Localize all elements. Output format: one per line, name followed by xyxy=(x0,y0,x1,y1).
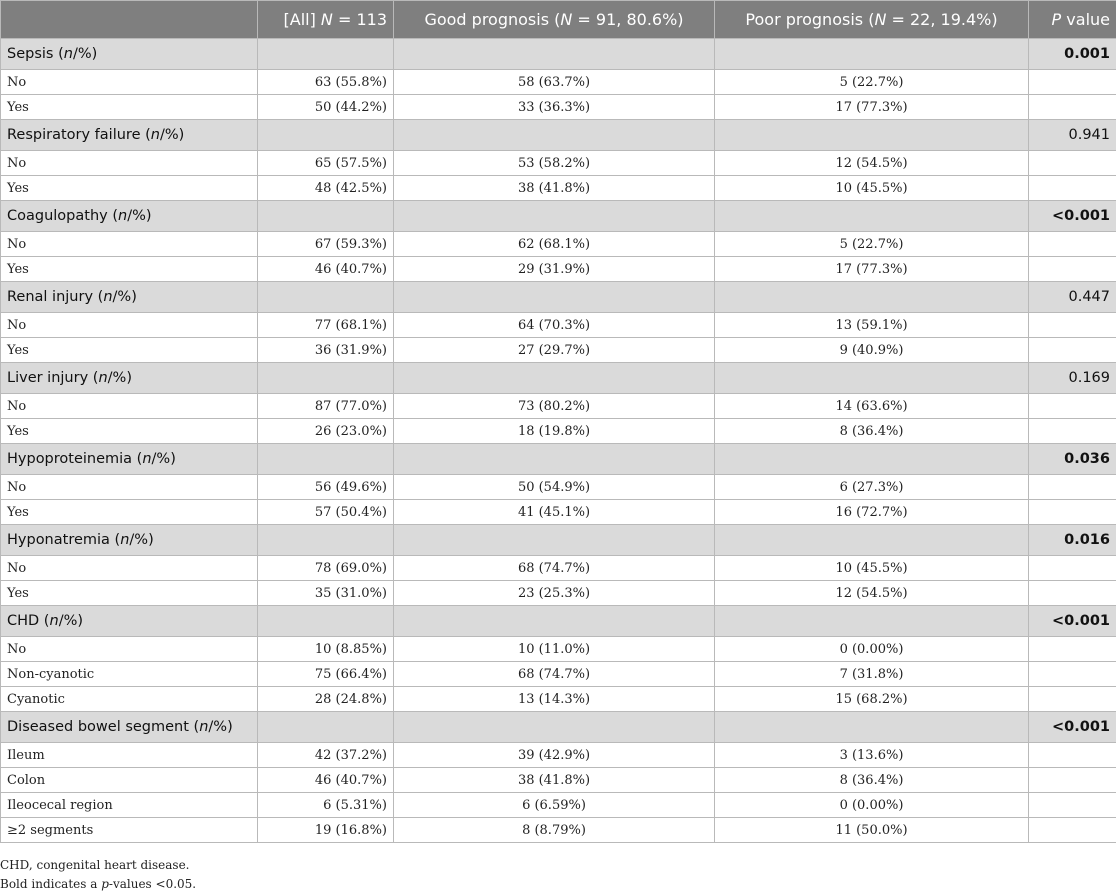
table-row xyxy=(1,581,1116,606)
row-label: ≥2 segments xyxy=(1,818,258,843)
section-label-cell: CHD (n/%) xyxy=(1,606,258,637)
empty-cell xyxy=(258,201,394,232)
section-label: Diseased bowel segment xyxy=(7,719,189,735)
footnote-abbreviation: CHD, congenital heart disease. xyxy=(0,858,190,872)
row-label: Non-cyanotic xyxy=(1,662,258,687)
row-label: Yes xyxy=(1,257,258,282)
poor-value: 17 (77.3%) xyxy=(715,95,1029,120)
empty-cell xyxy=(394,606,715,637)
section-label-cell: Renal injury (n/%) xyxy=(1,282,258,313)
poor-value: 7 (31.8%) xyxy=(715,662,1029,687)
table-row xyxy=(1,500,1116,525)
good-value: 50 (54.9%) xyxy=(394,475,715,500)
header-row xyxy=(1,1,1116,39)
table-row xyxy=(1,257,1116,282)
empty-cell xyxy=(1029,257,1116,282)
section-label: Liver injury xyxy=(7,370,89,386)
good-value: 62 (68.1%) xyxy=(394,232,715,257)
section-row xyxy=(1,444,1116,475)
empty-cell xyxy=(1029,176,1116,201)
good-value: 41 (45.1%) xyxy=(394,500,715,525)
row-label: No xyxy=(1,394,258,419)
good-value: 73 (80.2%) xyxy=(394,394,715,419)
all-value: 77 (68.1%) xyxy=(258,313,394,338)
good-value: 38 (41.8%) xyxy=(394,176,715,201)
good-value: 68 (74.7%) xyxy=(394,556,715,581)
row-label: No xyxy=(1,556,258,581)
header-all-prefix: [All] xyxy=(283,10,321,29)
good-value: 39 (42.9%) xyxy=(394,743,715,768)
table-row xyxy=(1,743,1116,768)
empty-cell xyxy=(715,120,1029,151)
section-label-cell: Respiratory failure (n/%) xyxy=(1,120,258,151)
good-value: 53 (58.2%) xyxy=(394,151,715,176)
good-value: 23 (25.3%) xyxy=(394,581,715,606)
header-good-suffix: = 91, 80.6%) xyxy=(572,10,684,29)
table-row xyxy=(1,338,1116,363)
empty-cell xyxy=(715,525,1029,556)
empty-cell xyxy=(1029,70,1116,95)
p-value-cell: 0.036 xyxy=(1029,444,1116,475)
section-unit-suffix: /% xyxy=(151,451,171,467)
row-label: No xyxy=(1,151,258,176)
all-value: 63 (55.8%) xyxy=(258,70,394,95)
header-p-symbol: P xyxy=(1051,10,1062,29)
poor-value: 11 (50.0%) xyxy=(715,818,1029,843)
header-poor xyxy=(715,1,1029,39)
row-label: Yes xyxy=(1,338,258,363)
section-row xyxy=(1,120,1116,151)
empty-cell xyxy=(394,201,715,232)
all-value: 50 (44.2%) xyxy=(258,95,394,120)
section-label: Sepsis xyxy=(7,46,54,62)
section-unit-suffix: /% xyxy=(208,719,228,735)
poor-value: 8 (36.4%) xyxy=(715,768,1029,793)
section-row xyxy=(1,39,1116,70)
poor-value: 14 (63.6%) xyxy=(715,394,1029,419)
all-value: 46 (40.7%) xyxy=(258,257,394,282)
poor-value: 0 (0.00%) xyxy=(715,637,1029,662)
good-value: 38 (41.8%) xyxy=(394,768,715,793)
poor-value: 16 (72.7%) xyxy=(715,500,1029,525)
empty-cell xyxy=(394,363,715,394)
table-row xyxy=(1,768,1116,793)
section-unit-suffix: /% xyxy=(127,208,146,224)
table-row xyxy=(1,687,1116,712)
row-label: No xyxy=(1,637,258,662)
empty-cell xyxy=(1029,475,1116,500)
section-row xyxy=(1,282,1116,313)
all-value: 36 (31.9%) xyxy=(258,338,394,363)
table-row xyxy=(1,419,1116,444)
all-value: 56 (49.6%) xyxy=(258,475,394,500)
empty-cell xyxy=(394,39,715,70)
header-p-suffix: value xyxy=(1061,10,1110,29)
footnote-bold-symbol: p xyxy=(101,877,109,891)
table-row xyxy=(1,232,1116,257)
section-label: Renal injury xyxy=(7,289,94,305)
empty-cell xyxy=(715,282,1029,313)
good-value: 33 (36.3%) xyxy=(394,95,715,120)
header-all-n-symbol: N xyxy=(320,10,333,29)
section-row xyxy=(1,363,1116,394)
row-label: Yes xyxy=(1,581,258,606)
row-label: Ileum xyxy=(1,743,258,768)
poor-value: 17 (77.3%) xyxy=(715,257,1029,282)
section-label-cell: Hyponatremia (n/%) xyxy=(1,525,258,556)
empty-cell xyxy=(1029,151,1116,176)
empty-cell xyxy=(1029,637,1116,662)
row-label: Ileocecal region xyxy=(1,793,258,818)
empty-cell xyxy=(715,712,1029,743)
section-label-cell: Liver injury (n/%) xyxy=(1,363,258,394)
empty-cell xyxy=(258,39,394,70)
empty-cell xyxy=(1029,687,1116,712)
section-label: CHD xyxy=(7,613,40,629)
empty-cell xyxy=(394,525,715,556)
footnote-bold-suffix: -values <0.05. xyxy=(108,877,197,891)
row-label: Yes xyxy=(1,95,258,120)
section-unit-suffix: /% xyxy=(72,46,92,62)
section-unit-symbol: n xyxy=(118,208,128,224)
poor-value: 5 (22.7%) xyxy=(715,70,1029,95)
empty-cell xyxy=(1029,581,1116,606)
good-value: 27 (29.7%) xyxy=(394,338,715,363)
p-value-cell: <0.001 xyxy=(1029,606,1116,637)
empty-cell xyxy=(715,444,1029,475)
section-label-cell: Sepsis (n/%) xyxy=(1,39,258,70)
empty-cell xyxy=(258,363,394,394)
row-label: No xyxy=(1,232,258,257)
empty-cell xyxy=(1029,338,1116,363)
empty-cell xyxy=(394,444,715,475)
header-poor-n-symbol: N xyxy=(874,10,887,29)
poor-value: 0 (0.00%) xyxy=(715,793,1029,818)
all-value: 57 (50.4%) xyxy=(258,500,394,525)
poor-value: 10 (45.5%) xyxy=(715,176,1029,201)
row-label: Yes xyxy=(1,500,258,525)
empty-cell xyxy=(715,39,1029,70)
header-good-prefix: Good prognosis ( xyxy=(424,10,561,29)
empty-cell xyxy=(258,525,394,556)
all-value: 26 (23.0%) xyxy=(258,419,394,444)
row-label: Colon xyxy=(1,768,258,793)
table-row xyxy=(1,475,1116,500)
section-label: Hypoproteinemia xyxy=(7,451,133,467)
section-label-cell: Diseased bowel segment (n/%) xyxy=(1,712,258,743)
section-unit-symbol: n xyxy=(142,451,152,467)
empty-cell xyxy=(715,363,1029,394)
good-value: 13 (14.3%) xyxy=(394,687,715,712)
header-good-n-symbol: N xyxy=(560,10,573,29)
p-value-cell: 0.016 xyxy=(1029,525,1116,556)
section-label: Coagulopathy xyxy=(7,208,108,224)
empty-cell xyxy=(1029,95,1116,120)
all-value: 42 (37.2%) xyxy=(258,743,394,768)
row-label: No xyxy=(1,70,258,95)
poor-value: 13 (59.1%) xyxy=(715,313,1029,338)
empty-cell xyxy=(394,712,715,743)
empty-cell xyxy=(258,282,394,313)
header-all-n-value: = 113 xyxy=(332,10,387,29)
row-label: Yes xyxy=(1,419,258,444)
section-unit-symbol: n xyxy=(103,289,113,305)
section-row xyxy=(1,712,1116,743)
good-value: 8 (8.79%) xyxy=(394,818,715,843)
good-value: 29 (31.9%) xyxy=(394,257,715,282)
empty-cell xyxy=(258,444,394,475)
row-label: No xyxy=(1,313,258,338)
good-value: 10 (11.0%) xyxy=(394,637,715,662)
good-value: 6 (6.59%) xyxy=(394,793,715,818)
good-value: 68 (74.7%) xyxy=(394,662,715,687)
table-row xyxy=(1,176,1116,201)
poor-value: 10 (45.5%) xyxy=(715,556,1029,581)
section-unit-symbol: n xyxy=(98,370,108,386)
all-value: 67 (59.3%) xyxy=(258,232,394,257)
section-label: Hyponatremia xyxy=(7,532,110,548)
empty-cell xyxy=(258,120,394,151)
header-variable xyxy=(1,1,258,39)
empty-cell xyxy=(1029,793,1116,818)
section-row xyxy=(1,606,1116,637)
section-row xyxy=(1,525,1116,556)
poor-value: 8 (36.4%) xyxy=(715,419,1029,444)
empty-cell xyxy=(394,120,715,151)
table-row xyxy=(1,95,1116,120)
empty-cell xyxy=(715,606,1029,637)
all-value: 78 (69.0%) xyxy=(258,556,394,581)
good-value: 18 (19.8%) xyxy=(394,419,715,444)
table-row xyxy=(1,637,1116,662)
empty-cell xyxy=(1029,419,1116,444)
p-value-cell: 0.447 xyxy=(1029,282,1116,313)
section-unit-symbol: n xyxy=(199,719,209,735)
all-value: 48 (42.5%) xyxy=(258,176,394,201)
p-value-cell: <0.001 xyxy=(1029,712,1116,743)
poor-value: 15 (68.2%) xyxy=(715,687,1029,712)
poor-value: 12 (54.5%) xyxy=(715,151,1029,176)
row-label: No xyxy=(1,475,258,500)
all-value: 6 (5.31%) xyxy=(258,793,394,818)
empty-cell xyxy=(1029,768,1116,793)
section-unit-symbol: n xyxy=(63,46,73,62)
header-p-value xyxy=(1029,1,1116,39)
p-value-cell: 0.941 xyxy=(1029,120,1116,151)
table-row xyxy=(1,793,1116,818)
section-row xyxy=(1,201,1116,232)
all-value: 28 (24.8%) xyxy=(258,687,394,712)
row-label: Cyanotic xyxy=(1,687,258,712)
section-unit-symbol: n xyxy=(150,127,160,143)
all-value: 65 (57.5%) xyxy=(258,151,394,176)
all-value: 46 (40.7%) xyxy=(258,768,394,793)
empty-cell xyxy=(258,712,394,743)
header-poor-prefix: Poor prognosis ( xyxy=(745,10,875,29)
table-row xyxy=(1,151,1116,176)
empty-cell xyxy=(1029,394,1116,419)
header-poor-suffix: = 22, 19.4%) xyxy=(886,10,998,29)
section-label: Respiratory failure xyxy=(7,127,141,143)
table-footnotes xyxy=(0,856,196,894)
poor-value: 6 (27.3%) xyxy=(715,475,1029,500)
row-label: Yes xyxy=(1,176,258,201)
empty-cell xyxy=(1029,818,1116,843)
table-row xyxy=(1,313,1116,338)
p-value-cell: 0.001 xyxy=(1029,39,1116,70)
p-value-cell: 0.169 xyxy=(1029,363,1116,394)
table-row xyxy=(1,818,1116,843)
empty-cell xyxy=(1029,743,1116,768)
section-unit-suffix: /% xyxy=(107,370,127,386)
empty-cell xyxy=(1029,232,1116,257)
table-row xyxy=(1,662,1116,687)
all-value: 19 (16.8%) xyxy=(258,818,394,843)
section-label-cell: Hypoproteinemia (n/%) xyxy=(1,444,258,475)
empty-cell xyxy=(1029,500,1116,525)
poor-value: 9 (40.9%) xyxy=(715,338,1029,363)
good-value: 58 (63.7%) xyxy=(394,70,715,95)
empty-cell xyxy=(1029,556,1116,581)
empty-cell xyxy=(1029,313,1116,338)
header-good xyxy=(394,1,715,39)
footnote-bold xyxy=(0,875,196,894)
all-value: 87 (77.0%) xyxy=(258,394,394,419)
all-value: 35 (31.0%) xyxy=(258,581,394,606)
all-value: 10 (8.85%) xyxy=(258,637,394,662)
p-value-cell: <0.001 xyxy=(1029,201,1116,232)
section-unit-suffix: /% xyxy=(58,613,78,629)
empty-cell xyxy=(394,282,715,313)
poor-value: 5 (22.7%) xyxy=(715,232,1029,257)
section-unit-suffix: /% xyxy=(129,532,149,548)
empty-cell xyxy=(1029,662,1116,687)
header-all xyxy=(258,1,394,39)
table-body xyxy=(1,39,1116,843)
section-unit-symbol: n xyxy=(120,532,130,548)
table-row xyxy=(1,70,1116,95)
empty-cell xyxy=(715,201,1029,232)
section-label-cell: Coagulopathy (n/%) xyxy=(1,201,258,232)
empty-cell xyxy=(258,606,394,637)
footnote-bold-prefix: Bold indicates a xyxy=(0,877,102,891)
poor-value: 3 (13.6%) xyxy=(715,743,1029,768)
table-row xyxy=(1,394,1116,419)
section-unit-suffix: /% xyxy=(112,289,132,305)
good-value: 64 (70.3%) xyxy=(394,313,715,338)
section-unit-symbol: n xyxy=(49,613,59,629)
table-row xyxy=(1,556,1116,581)
section-unit-suffix: /% xyxy=(159,127,179,143)
poor-value: 12 (54.5%) xyxy=(715,581,1029,606)
all-value: 75 (66.4%) xyxy=(258,662,394,687)
